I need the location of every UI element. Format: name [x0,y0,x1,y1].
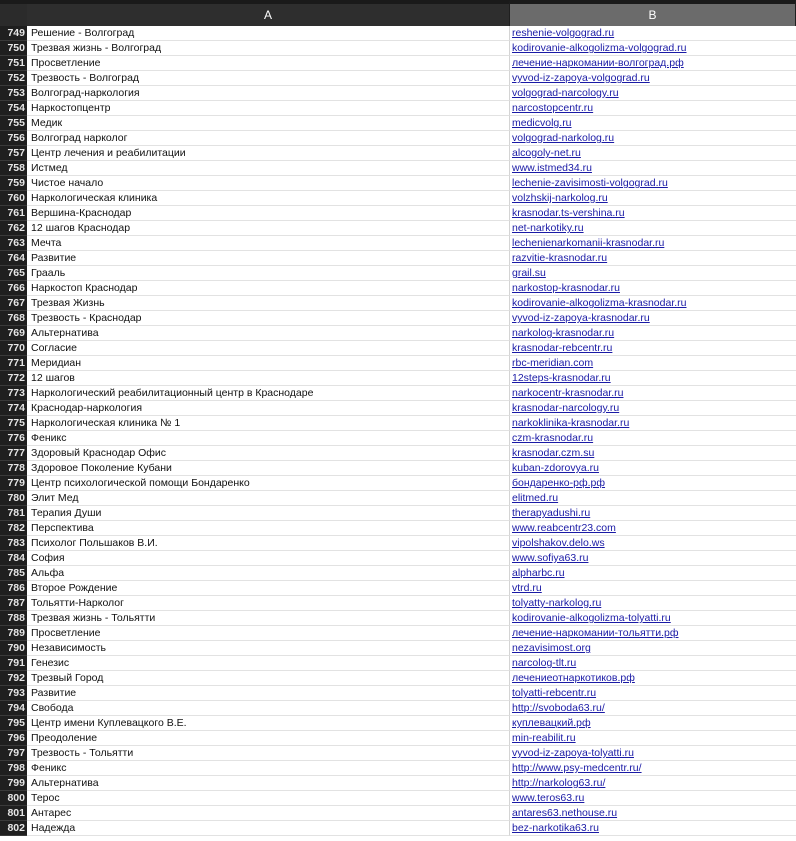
row-number[interactable]: 783 [0,536,27,551]
table-row [0,491,796,506]
row-number[interactable]: 795 [0,716,27,731]
row-number[interactable]: 771 [0,356,27,371]
table-row [0,641,796,656]
url-link[interactable]: http://www.psy-medcentr.ru/ [512,762,642,774]
url-link[interactable]: vyvod-iz-zapoya-krasnodar.ru [512,312,650,324]
cell-name[interactable]: Здоровое Поколение Кубани [27,461,510,476]
cell-name[interactable]: Просветление [27,56,510,71]
url-link[interactable]: min-reabilit.ru [512,732,576,744]
cell-name[interactable]: Психолог Польшаков В.И. [27,536,510,551]
cell-url[interactable] [510,296,796,311]
table-row [0,251,796,266]
cell-url[interactable] [510,761,796,776]
cell-url[interactable] [510,566,796,581]
url-link[interactable]: бондаренко-рф.рф [512,477,606,489]
table-row [0,311,796,326]
cell-name[interactable]: Наркостопцентр [27,101,510,116]
row-number[interactable]: 779 [0,476,27,491]
url-link[interactable]: alpharbc.ru [512,567,565,579]
row-number[interactable]: 798 [0,761,27,776]
table-row [0,206,796,221]
row-number[interactable]: 770 [0,341,27,356]
cell-url[interactable] [510,491,796,506]
row-number[interactable]: 787 [0,596,27,611]
cell-name[interactable]: Тольятти-Нарколог [27,596,510,611]
cell-name[interactable]: Трезвая Жизнь [27,296,510,311]
cell-name[interactable]: Надежда [27,821,510,836]
cell-url[interactable] [510,56,796,71]
table-row [0,431,796,446]
row-number[interactable]: 762 [0,221,27,236]
cell-url[interactable] [510,626,796,641]
row-number[interactable]: 786 [0,581,27,596]
table-row [0,401,796,416]
table-row [0,671,796,686]
table-row [0,176,796,191]
cell-name[interactable]: Наркологическая клиника [27,191,510,206]
table-row [0,581,796,596]
row-number[interactable]: 790 [0,641,27,656]
row-number[interactable]: 774 [0,401,27,416]
row-number[interactable]: 767 [0,296,27,311]
url-link[interactable]: kodirovanie-alkogolizma-krasnodar.ru [512,297,687,309]
cell-url[interactable] [510,71,796,86]
row-number[interactable]: 800 [0,791,27,806]
row-number[interactable]: 769 [0,326,27,341]
cell-url[interactable] [510,266,796,281]
cell-url[interactable] [510,176,796,191]
cell-name[interactable]: Центр психологической помощи Бондаренко [27,476,510,491]
cell-url[interactable] [510,101,796,116]
table-row [0,281,796,296]
row-number[interactable]: 773 [0,386,27,401]
cell-url[interactable] [510,416,796,431]
table-row [0,56,796,71]
table-row [0,536,796,551]
row-number[interactable]: 755 [0,116,27,131]
table-row [0,746,796,761]
table-row [0,701,796,716]
row-number[interactable]: 749 [0,26,27,41]
cell-name[interactable]: Второе Рождение [27,581,510,596]
table-row [0,221,796,236]
cell-url[interactable] [510,131,796,146]
cell-url[interactable] [510,341,796,356]
cell-url[interactable] [510,41,796,56]
url-link[interactable]: www.sofiya63.ru [512,552,589,564]
cell-name[interactable]: Преодоление [27,731,510,746]
cell-name[interactable]: Антарес [27,806,510,821]
table-row [0,506,796,521]
url-link[interactable]: krasnodar-rebcentr.ru [512,342,613,354]
url-link[interactable]: lechenienarkomanii-krasnodar.ru [512,237,665,249]
cell-name[interactable]: Генезис [27,656,510,671]
table-row [0,356,796,371]
cell-name[interactable]: Меридиан [27,356,510,371]
url-link[interactable]: volzhskij-narkolog.ru [512,192,608,204]
cell-url[interactable] [510,311,796,326]
table-row [0,626,796,641]
row-number[interactable]: 760 [0,191,27,206]
column-header-row [0,0,796,26]
row-number[interactable]: 789 [0,626,27,641]
cell-url[interactable] [510,551,796,566]
url-link[interactable]: лечение-наркомании-волгоград.рф [512,57,684,69]
table-row [0,86,796,101]
cell-name[interactable]: Терапия Души [27,506,510,521]
table-row [0,521,796,536]
cell-name[interactable]: Решение - Волгоград [27,26,510,41]
row-number[interactable]: 766 [0,281,27,296]
cell-name[interactable]: Медик [27,116,510,131]
row-number[interactable]: 794 [0,701,27,716]
table-row [0,41,796,56]
cell-url[interactable] [510,791,796,806]
cell-url[interactable] [510,521,796,536]
cell-name[interactable]: Грааль [27,266,510,281]
cell-url[interactable] [510,821,796,836]
row-number[interactable]: 761 [0,206,27,221]
url-link[interactable]: http://svoboda63.ru/ [512,702,605,714]
row-number[interactable]: 785 [0,566,27,581]
cell-url[interactable] [510,656,796,671]
url-link[interactable]: bez-narkotika63.ru [512,822,599,834]
row-number[interactable]: 764 [0,251,27,266]
cell-name[interactable]: Краснодар-наркология [27,401,510,416]
cell-url[interactable] [510,611,796,626]
row-number[interactable]: 756 [0,131,27,146]
row-number[interactable]: 788 [0,611,27,626]
url-link[interactable]: narkostop-krasnodar.ru [512,282,620,294]
row-number[interactable]: 791 [0,656,27,671]
url-link[interactable]: www.reabcentr23.com [512,522,616,534]
row-number[interactable]: 752 [0,71,27,86]
cell-name[interactable]: Феникс [27,761,510,776]
row-number[interactable]: 757 [0,146,27,161]
cell-url[interactable] [510,536,796,551]
cell-url[interactable] [510,431,796,446]
row-number[interactable]: 754 [0,101,27,116]
cell-url[interactable] [510,161,796,176]
cell-url[interactable] [510,581,796,596]
url-link[interactable]: лечениеотнаркотиков.рф [512,672,635,684]
table-row [0,416,796,431]
cell-url[interactable] [510,206,796,221]
table-row [0,101,796,116]
cell-name[interactable]: Центр имени Куплевацкого В.Е. [27,716,510,731]
url-link[interactable]: 12steps-krasnodar.ru [512,372,611,384]
table-row [0,326,796,341]
cell-name[interactable]: Волгоград нарколог [27,131,510,146]
row-number[interactable]: 792 [0,671,27,686]
table-row [0,146,796,161]
url-link[interactable]: narcostopcentr.ru [512,102,594,114]
column-header-a[interactable]: A [27,0,510,26]
table-row [0,806,796,821]
row-number[interactable]: 768 [0,311,27,326]
row-number[interactable]: 753 [0,86,27,101]
row-number[interactable]: 758 [0,161,27,176]
url-link[interactable]: rbc-meridian.com [512,357,594,369]
table-row [0,341,796,356]
cell-url[interactable] [510,146,796,161]
cell-url[interactable] [510,716,796,731]
cell-url[interactable] [510,806,796,821]
cell-name[interactable]: Здоровый Краснодар Офис [27,446,510,461]
cell-name[interactable]: Трезвость - Краснодар [27,311,510,326]
table-row [0,761,796,776]
url-link[interactable]: volgograd-narcology.ru [512,87,619,99]
table-row [0,791,796,806]
url-link[interactable]: grail.su [512,267,546,279]
url-link[interactable]: razvitie-krasnodar.ru [512,252,608,264]
row-number[interactable]: 776 [0,431,27,446]
row-number[interactable]: 799 [0,776,27,791]
sheet-rows [0,26,796,836]
cell-url[interactable] [510,701,796,716]
cell-url[interactable] [510,191,796,206]
table-row [0,236,796,251]
table-row [0,716,796,731]
cell-name[interactable]: Истмед [27,161,510,176]
row-number[interactable]: 782 [0,521,27,536]
cell-url[interactable] [510,221,796,236]
cell-url[interactable] [510,641,796,656]
url-link[interactable]: kodirovanie-alkogolizma-volgograd.ru [512,42,687,54]
row-number[interactable]: 765 [0,266,27,281]
table-row [0,116,796,131]
cell-name[interactable]: Чистое начало [27,176,510,191]
cell-name[interactable]: Терос [27,791,510,806]
cell-url[interactable] [510,356,796,371]
cell-name[interactable]: Наркостоп Краснодар [27,281,510,296]
cell-name[interactable]: Трезвая жизнь - Волгоград [27,41,510,56]
cell-name[interactable]: Альфа [27,566,510,581]
cell-name[interactable]: Независимость [27,641,510,656]
cell-name[interactable]: София [27,551,510,566]
url-link[interactable]: лечение-наркомании-тольятти.рф [512,627,679,639]
url-link[interactable]: www.istmed34.ru [512,162,592,174]
cell-name[interactable]: Перспектива [27,521,510,536]
cell-name[interactable]: Феникс [27,431,510,446]
cell-url[interactable] [510,476,796,491]
url-link[interactable]: medicvolg.ru [512,117,572,129]
cell-url[interactable] [510,446,796,461]
url-link[interactable]: reshenie-volgograd.ru [512,27,615,39]
row-number[interactable]: 759 [0,176,27,191]
url-link[interactable]: vipolshakov.delo.ws [512,537,605,549]
cell-name[interactable]: Мечта [27,236,510,251]
row-number[interactable]: 775 [0,416,27,431]
table-row [0,386,796,401]
row-number[interactable]: 778 [0,461,27,476]
table-row [0,551,796,566]
cell-name[interactable]: Развитие [27,686,510,701]
url-link[interactable]: narkocentr-krasnodar.ru [512,387,624,399]
url-link[interactable]: alcogoly-net.ru [512,147,581,159]
url-link[interactable]: vyvod-iz-zapoya-volgograd.ru [512,72,650,84]
cell-url[interactable] [510,116,796,131]
url-link[interactable]: volgograd-narkolog.ru [512,132,615,144]
url-link[interactable]: krasnodar-narcology.ru [512,402,620,414]
url-link[interactable]: tolyatti-rebcentr.ru [512,687,597,699]
table-row [0,26,796,41]
url-link[interactable]: net-narkotiky.ru [512,222,584,234]
url-link[interactable]: куплевацкий.рф [512,717,591,729]
cell-url[interactable] [510,401,796,416]
cell-name[interactable]: Наркологический реабилитационный центр в Краснодаре [27,386,510,401]
row-number[interactable]: 793 [0,686,27,701]
cell-url[interactable] [510,236,796,251]
row-number[interactable]: 797 [0,746,27,761]
table-row [0,191,796,206]
url-link[interactable]: lechenie-zavisimosti-volgograd.ru [512,177,668,189]
cell-name[interactable]: 12 шагов [27,371,510,386]
table-row [0,71,796,86]
cell-url[interactable] [510,686,796,701]
table-row [0,566,796,581]
url-link[interactable]: kuban-zdorovya.ru [512,462,599,474]
url-link[interactable]: www.teros63.ru [512,792,585,804]
row-number[interactable]: 772 [0,371,27,386]
cell-name[interactable]: Развитие [27,251,510,266]
cell-url[interactable] [510,731,796,746]
table-row [0,686,796,701]
cell-url[interactable] [510,326,796,341]
row-number[interactable]: 801 [0,806,27,821]
url-link[interactable]: narkolog-krasnodar.ru [512,327,615,339]
row-number[interactable]: 763 [0,236,27,251]
url-link[interactable]: vyvod-iz-zapoya-tolyatti.ru [512,747,634,759]
cell-name[interactable]: Согласие [27,341,510,356]
cell-name[interactable]: Просветление [27,626,510,641]
cell-name[interactable]: Наркологическая клиника № 1 [27,416,510,431]
url-link[interactable]: antares63.nethouse.ru [512,807,618,819]
table-row [0,821,796,836]
cell-url[interactable] [510,281,796,296]
cell-url[interactable] [510,371,796,386]
select-all-corner[interactable] [0,0,27,26]
url-link[interactable]: narkoklinika-krasnodar.ru [512,417,630,429]
table-row [0,266,796,281]
cell-name[interactable]: Волгоград-наркология [27,86,510,101]
cell-url[interactable] [510,461,796,476]
cell-url[interactable] [510,746,796,761]
row-number[interactable]: 781 [0,506,27,521]
table-row [0,371,796,386]
table-row [0,131,796,146]
cell-url[interactable] [510,671,796,686]
url-link[interactable]: http://narkolog63.ru/ [512,777,606,789]
url-link[interactable]: narcolog-tlt.ru [512,657,577,669]
cell-name[interactable]: Центр лечения и реабилитации [27,146,510,161]
cell-url[interactable] [510,776,796,791]
table-row [0,656,796,671]
url-link[interactable]: therapyadushi.ru [512,507,591,519]
column-header-b[interactable]: B [510,0,796,26]
row-number[interactable]: 784 [0,551,27,566]
cell-name[interactable]: Трезвая жизнь - Тольятти [27,611,510,626]
url-link[interactable]: krasnodar.czm.su [512,447,595,459]
row-number[interactable]: 777 [0,446,27,461]
table-row [0,611,796,626]
url-link[interactable]: czm-krasnodar.ru [512,432,594,444]
table-row [0,476,796,491]
cell-name[interactable]: Трезвость - Волгоград [27,71,510,86]
cell-url[interactable] [510,506,796,521]
table-row [0,461,796,476]
url-link[interactable]: krasnodar.ts-vershina.ru [512,207,625,219]
cell-name[interactable]: 12 шагов Краснодар [27,221,510,236]
url-link[interactable]: nezavisimost.org [512,642,591,654]
cell-url[interactable] [510,86,796,101]
cell-name[interactable]: Вершина-Краснодар [27,206,510,221]
cell-url[interactable] [510,251,796,266]
cell-name[interactable]: Трезвый Город [27,671,510,686]
url-link[interactable]: tolyatty-narkolog.ru [512,597,602,609]
table-row [0,731,796,746]
row-number[interactable]: 802 [0,821,27,836]
cell-name[interactable]: Альтернатива [27,776,510,791]
url-link[interactable]: kodirovanie-alkogolizma-tolyatti.ru [512,612,671,624]
row-number[interactable]: 796 [0,731,27,746]
table-row [0,446,796,461]
cell-name[interactable]: Свобода [27,701,510,716]
row-number[interactable]: 780 [0,491,27,506]
url-link[interactable]: vtrd.ru [512,582,542,594]
cell-url[interactable] [510,386,796,401]
cell-name[interactable]: Элит Мед [27,491,510,506]
row-number[interactable]: 750 [0,41,27,56]
table-row [0,161,796,176]
cell-url[interactable] [510,596,796,611]
row-number[interactable]: 751 [0,56,27,71]
cell-name[interactable]: Альтернатива [27,326,510,341]
table-row [0,776,796,791]
table-row [0,296,796,311]
cell-url[interactable] [510,26,796,41]
cell-name[interactable]: Трезвость - Тольятти [27,746,510,761]
url-link[interactable]: elitmed.ru [512,492,559,504]
table-row [0,596,796,611]
